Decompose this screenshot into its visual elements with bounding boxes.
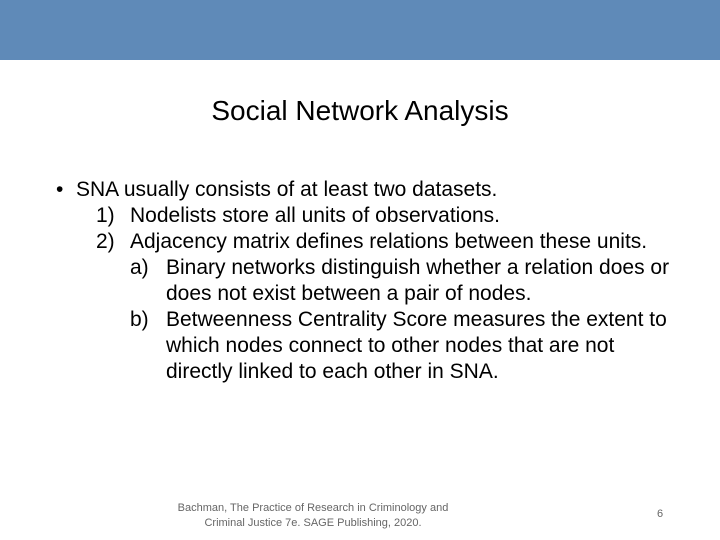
lettered-text: Betweenness Centrality Score measures the extent to which nodes connect to other nodes that are not directly linked to each other in SNA. [166, 308, 667, 383]
citation-line-2: Criminal Justice 7e. SAGE Publishing, 2020. [204, 517, 422, 529]
numbered-item [56, 229, 676, 255]
number-marker: 1) [96, 204, 115, 227]
lettered-item [56, 255, 676, 307]
number-marker: 2) [96, 230, 115, 253]
lettered-item [56, 307, 676, 385]
footer-citation [160, 501, 466, 531]
letter-marker: b) [130, 308, 149, 331]
slide-title: Social Network Analysis [211, 95, 509, 126]
bullet-marker: • [56, 178, 64, 201]
page-number: 6 [656, 508, 664, 520]
slide-content [56, 177, 676, 385]
lettered-text: Binary networks distinguish whether a relation does or does not exist between a pair of nodes. [166, 256, 670, 305]
bullet-item [56, 177, 676, 203]
numbered-text: Nodelists store all units of observations. [130, 204, 501, 227]
numbered-text: Adjacency matrix defines relations between these units. [130, 230, 648, 253]
citation-line-1: Bachman, The Practice of Research in Criminology and [177, 502, 449, 514]
header-band [0, 0, 720, 60]
numbered-item [56, 203, 676, 229]
letter-marker: a) [130, 256, 149, 279]
bullet-text: SNA usually consists of at least two datasets. [76, 178, 498, 201]
